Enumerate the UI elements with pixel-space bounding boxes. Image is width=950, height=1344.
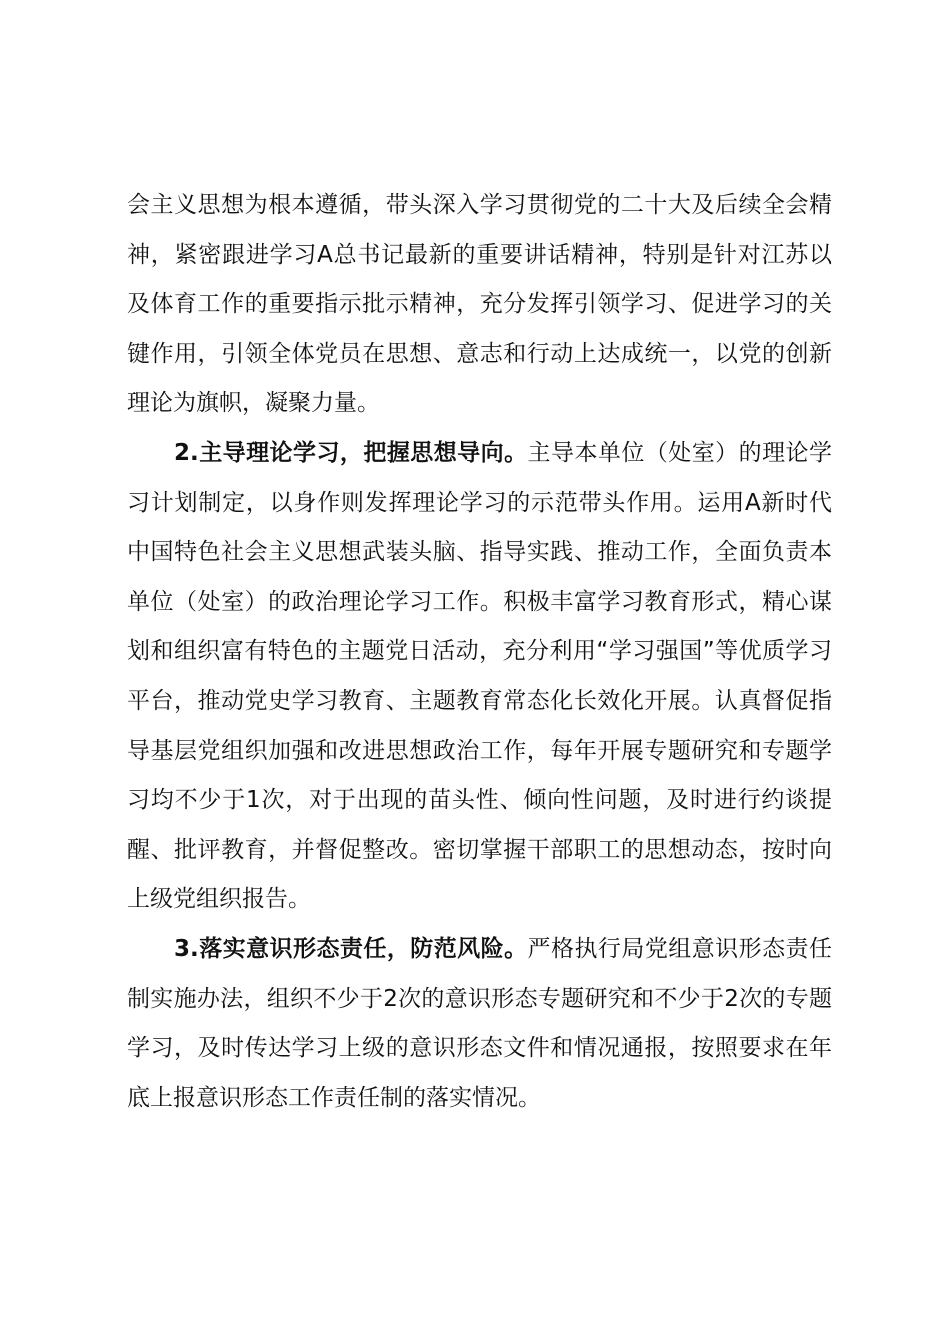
document-body [127, 181, 832, 1123]
paragraph-section-3 [127, 925, 832, 1123]
paragraph-text: 严格执行局党组意识形态责任制实施办法，组织不少于2次的意识形态专题研究和不少于2次的专题学习，及时传达学习上级的意识形态文件和情况通报，按照要求在年底上报意识形态工作责任制的落实情况。 [127, 935, 832, 1111]
paragraph-section-2 [127, 429, 832, 925]
paragraph-continuation [127, 181, 832, 429]
paragraph-text: 会主义思想为根本遵循，带头深入学习贯彻党的二十大及后续全会精神，紧密跟进学习A总书记最新的重要讲话精神，特别是针对江苏以及体育工作的重要指示批示精神，充分发挥引领学习、促进学习的关键作用，引领全体党员在思想、意志和行动上达成统一，以党的创新理论为旗帜，凝聚力量。 [127, 192, 832, 417]
section-heading: 2.主导理论学习，把握思想导向。 [174, 439, 528, 466]
section-heading: 3.落实意识形态责任，防范风险。 [174, 935, 528, 962]
paragraph-text: 主导本单位（处室）的理论学习计划制定，以身作则发挥理论学习的示范带头作用。运用A新时代中国特色社会主义思想武装头脑、指导实践、推动工作，全面负责本单位（处室）的政治理论学习工作。积极丰富学习教育形式，精心谋划和组织富有特色的主题党日活动，充分利用“学习强国”等优质学习平台，推动党史学习教育、主题教育常态化长效化开展。认真督促指导基层党组织加强和改进思想政治工作，每年开展专题研究和专题学习均不少于1次，对于出现的苗头性、倾向性问题，及时进行约谈提醒、批评教育，并督促整改。密切掌握干部职工的思想动态，按时向上级党组织报告。 [127, 439, 832, 913]
